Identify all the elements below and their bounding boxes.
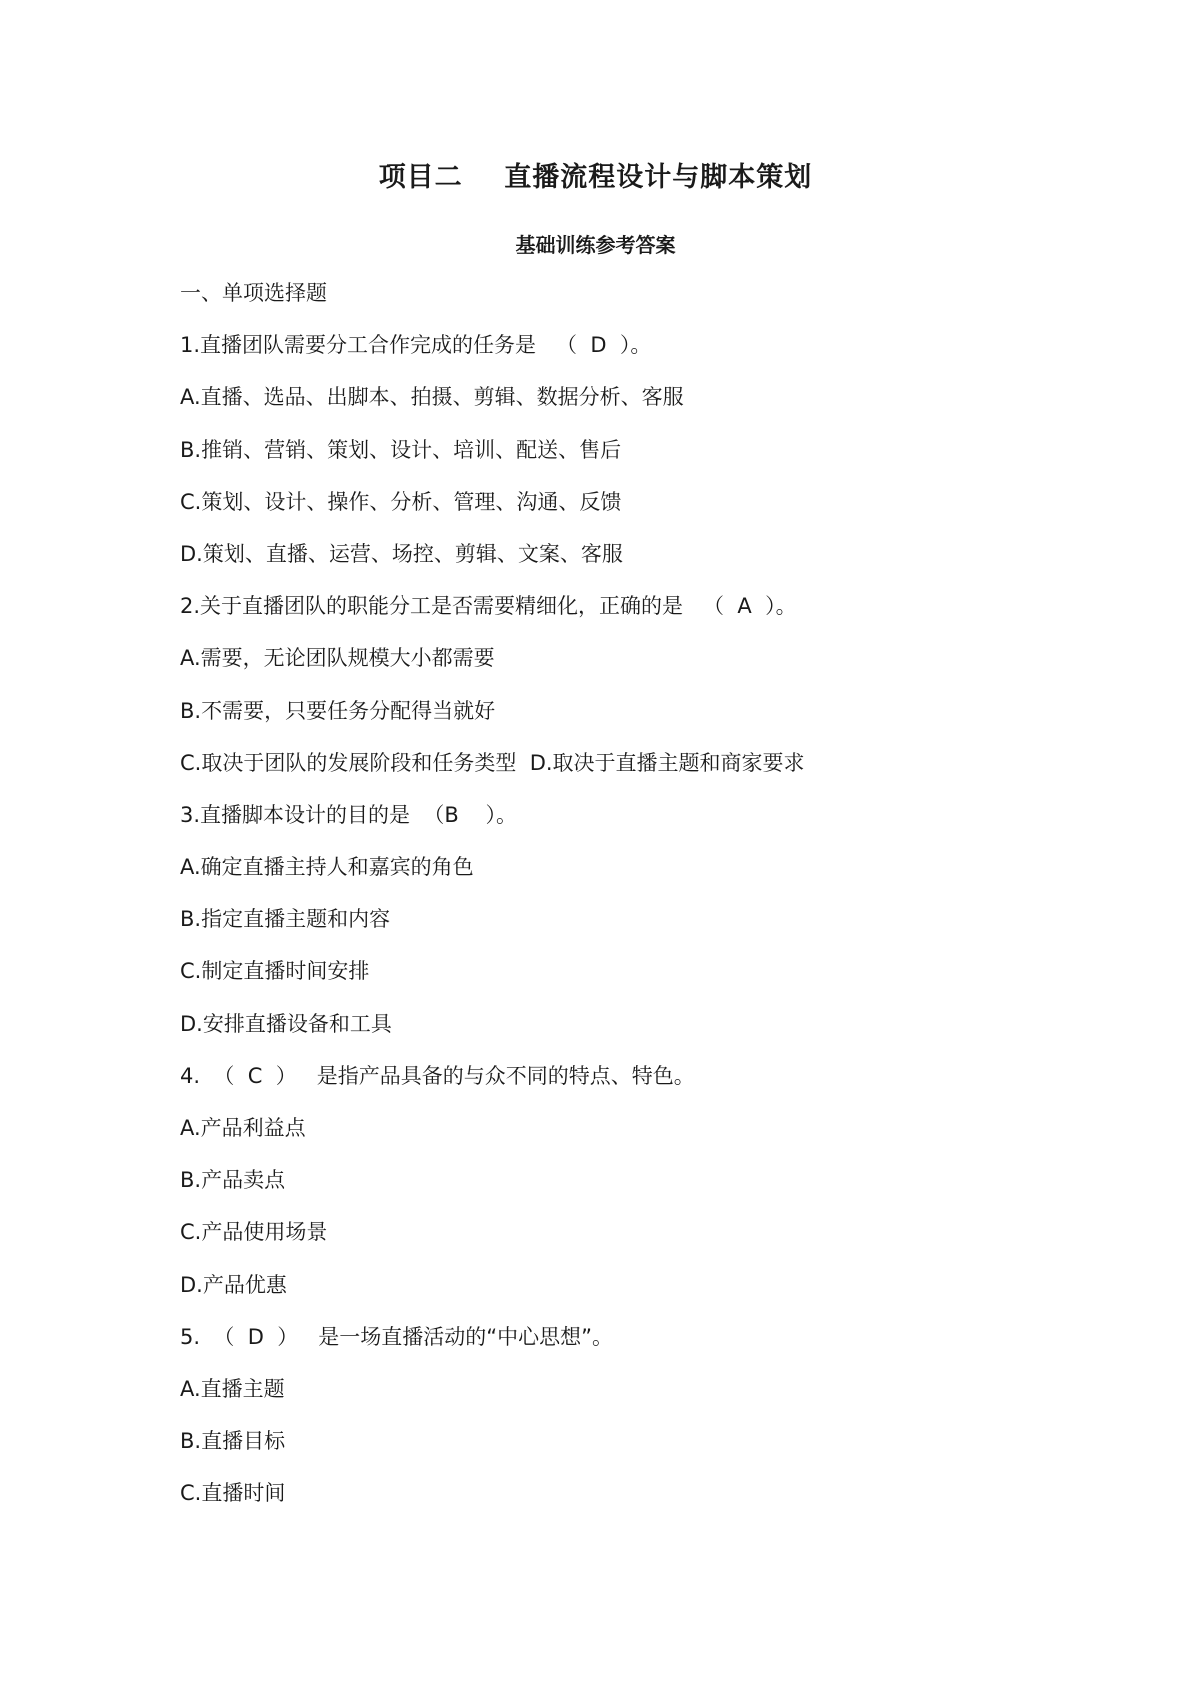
question-5: 5. （ D ） 是一场直播活动的“中心思想”。 <box>180 1324 614 1349</box>
question-3-option-d: D.安排直播设备和工具 <box>180 1011 392 1036</box>
document-body <box>180 278 1120 1531</box>
question-4: 4. （ C ） 是指产品具备的与众不同的特点、特色。 <box>180 1063 695 1088</box>
question-3: 3.直播脚本设计的目的是 （B ）。 <box>180 802 517 827</box>
question-3-option-c: C.制定直播时间安排 <box>180 959 370 984</box>
question-2-option-c-d: C.取决于团队的发展阶段和任务类型 D.取决于直播主题和商家要求 <box>180 750 805 775</box>
question-3-option-b: B.指定直播主题和内容 <box>180 907 391 932</box>
question-4-option-c: C.产品使用场景 <box>180 1220 328 1245</box>
question-2-option-a: A.需要，无论团队规模大小都需要 <box>180 646 495 671</box>
question-4-option-d: D.产品优惠 <box>180 1272 287 1297</box>
question-4-option-a: A.产品利益点 <box>180 1116 306 1140</box>
document-subtitle: 基础训练参考答案 <box>515 233 676 257</box>
section-heading: 一、单项选择题 <box>180 281 327 305</box>
question-2: 2.关于直播团队的职能分工是否需要精细化，正确的是 （ A ）。 <box>180 594 797 619</box>
document-title: 项目二 直播流程设计与脚本策划 <box>378 162 813 193</box>
question-3-option-a: A.确定直播主持人和嘉宾的角色 <box>180 855 474 880</box>
question-4-option-b: B.产品卖点 <box>180 1168 286 1193</box>
question-5-option-a: A.直播主题 <box>180 1376 285 1401</box>
question-5-option-b: B.直播目标 <box>180 1429 286 1454</box>
question-5-option-c: C.直播时间 <box>180 1481 286 1506</box>
question-2-option-b: B.不需要，只要任务分配得当就好 <box>180 698 496 723</box>
question-1: 1.直播团队需要分工合作完成的任务是 （ D ）。 <box>180 333 652 358</box>
question-1-option-b: B.推销、营销、策划、设计、培训、配送、售后 <box>180 437 622 462</box>
question-1-option-c: C.策划、设计、操作、分析、管理、沟通、反馈 <box>180 489 622 514</box>
question-1-option-a: A.直播、选品、出脚本、拍摄、剪辑、数据分析、客服 <box>180 385 684 410</box>
question-1-option-d: D.策划、直播、运营、场控、剪辑、文案、客服 <box>180 541 623 566</box>
